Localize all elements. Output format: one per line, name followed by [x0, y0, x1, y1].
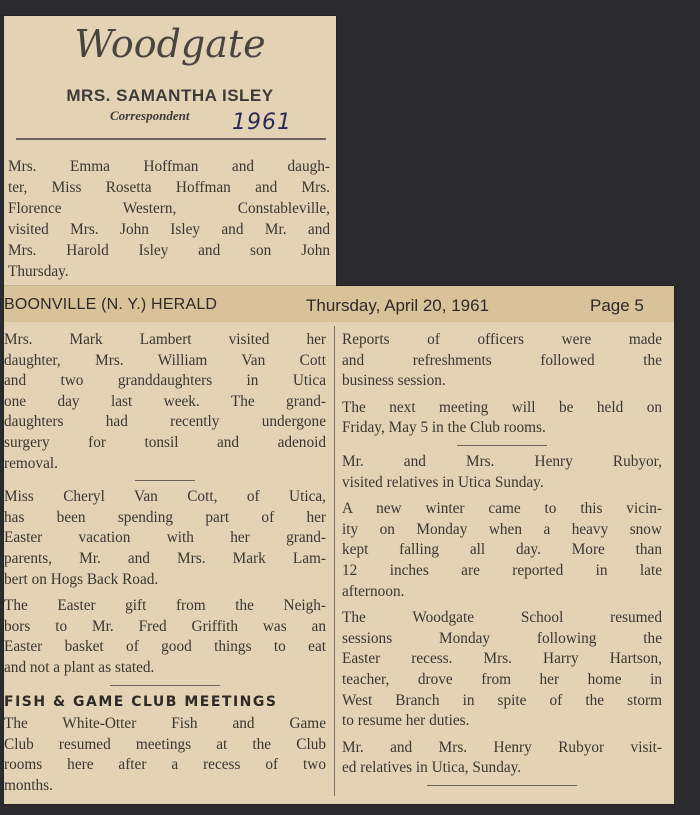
article-paragraph: The next meeting will be held on Friday, May 5 in the Club rooms. — [342, 398, 662, 437]
article-paragraph: A new winter came to this vicin- ity on Monday when a heavy snow kept falling all day. More than 12 inches are reported in late afternoon. — [342, 500, 662, 600]
column-divider — [334, 326, 335, 796]
handwritten-year: 1961 — [232, 110, 292, 135]
bottom-clipping — [4, 286, 674, 804]
correspondent-name: MRS. SAMANTHA ISLEY — [66, 86, 274, 105]
article-paragraph: The Woodgate School resumed sessions Monday following the Easter recess. Mrs. Harry Hartson, teacher, drove from her home in West Branch in spite of the storm to resume her duties. — [342, 609, 662, 730]
newspaper-header — [4, 286, 674, 322]
correspondent-role: Correspondent — [110, 108, 190, 123]
article-paragraph: Mr. and Mrs. Henry Rubyor, visited relatives in Utica Sunday. — [342, 452, 662, 491]
publication-date: Thursday, April 20, 1961 — [306, 296, 490, 315]
divider — [427, 785, 577, 786]
article-paragraph: Miss Cheryl Van Cott, of Utica, has been spending part of her Easter vacation with her grand- parents, Mr. and Mrs. Mark Lam- bert on Hogs Back Road. — [4, 488, 326, 588]
publication-name: BOONVILLE (N. Y.) HERALD — [4, 296, 218, 313]
right-column — [342, 330, 662, 792]
article-paragraph: Mrs. Emma Hoffman and daugh- ter, Miss Rosetta Hoffman and Mrs. Florence Western, Constableville, visited Mrs. John Isley and Mr. and Mrs. Harold Isley and son John Thursday. — [8, 158, 330, 280]
section-heading: FISH & GAME CLUB MEETINGS — [4, 693, 278, 710]
left-column — [4, 330, 326, 796]
page-number: Page 5 — [590, 296, 644, 315]
divider — [135, 480, 195, 481]
top-clipping — [4, 16, 336, 288]
article-paragraph: Mrs. Mark Lambert visited her daughter, Mrs. William Van Cott and two granddaughters in Utica one day last week. The grand- daughters had recently undergone surgery for tonsil and adenoid removal. — [4, 331, 326, 472]
article-paragraph: Reports of officers were made and refreshments followed the business session. — [342, 331, 662, 390]
divider — [110, 685, 220, 686]
masthead: Woodgate — [74, 22, 266, 66]
divider — [457, 445, 547, 446]
divider — [16, 138, 326, 140]
article-paragraph: The White-Otter Fish and Game Club resumed meetings at the Club rooms here after a recess of two months. — [4, 715, 326, 794]
article-paragraph: Mr. and Mrs. Henry Rubyor visit- ed relatives in Utica, Sunday. — [342, 738, 662, 777]
article-paragraph: The Easter gift from the Neigh- bors to Mr. Fred Griffith was an Easter basket of good things to eat and not a plant as stated. — [4, 597, 326, 676]
